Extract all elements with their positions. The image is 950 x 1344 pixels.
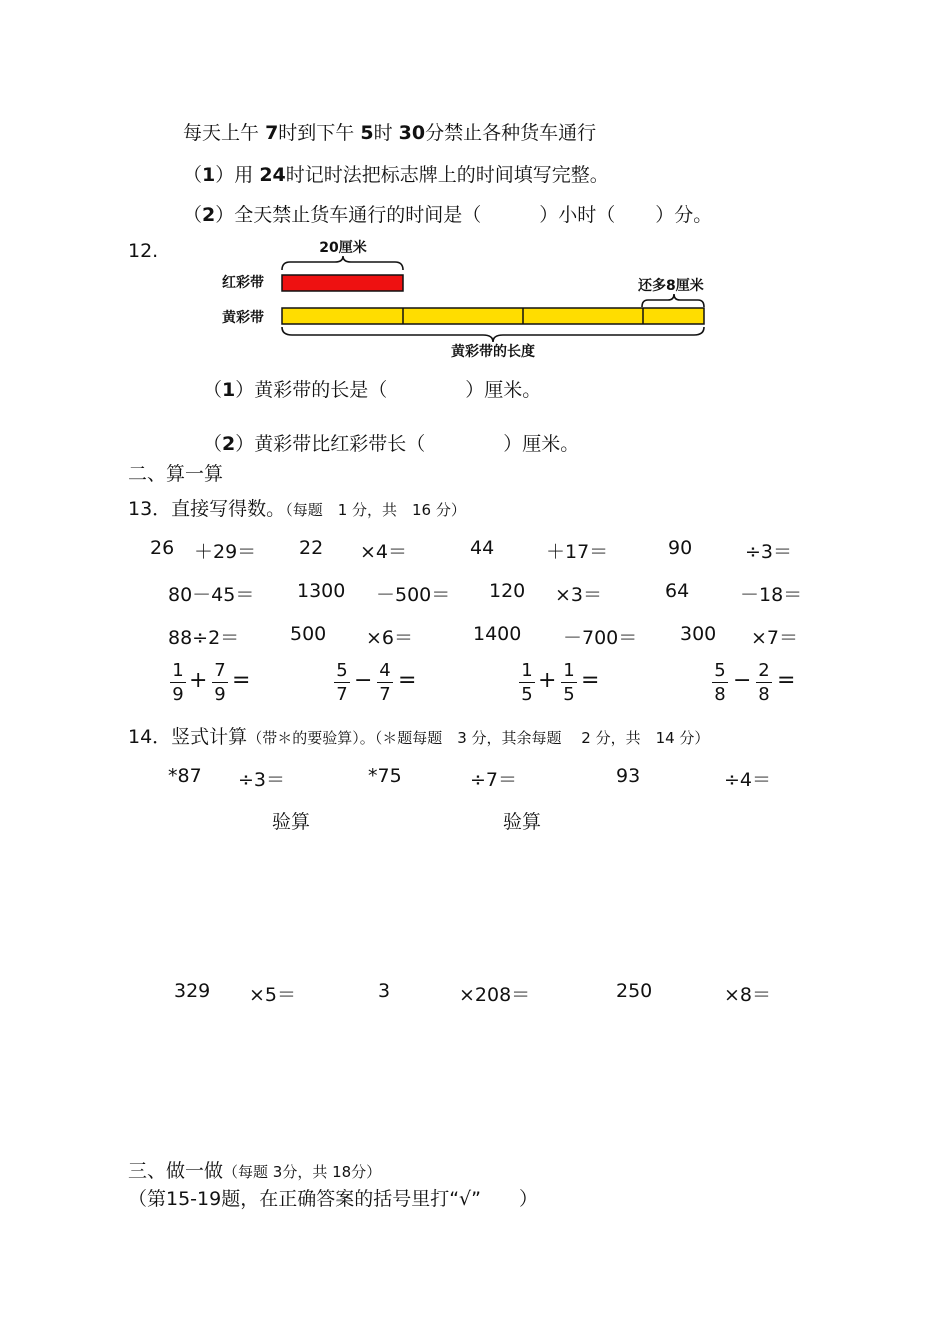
ribbon-diagram [210, 232, 730, 364]
fraction [170, 661, 186, 705]
section3-instruction: （第15-19题，在正确答案的括号里打“√” ） [128, 1188, 539, 1210]
part-number: 2 [222, 433, 236, 455]
q12-part1-post: ）厘米。 [465, 379, 542, 401]
plus-sign: + [189, 668, 208, 693]
yellow-ribbon-label: 黄彩带 [222, 310, 264, 326]
section2-title: 二、算一算 [128, 463, 224, 485]
q13-row1-item1-b: ＋29＝ [194, 541, 257, 563]
minus-sign: − [354, 668, 373, 693]
q13-row1-item4-b: ÷3＝ [745, 541, 793, 563]
bottom-brace [282, 327, 704, 342]
sign-mid2: 时 [373, 122, 393, 144]
paren-open: （ [203, 433, 223, 455]
equals-sign: = [398, 668, 417, 693]
q11-part2 [183, 200, 712, 227]
extra-brace [642, 294, 704, 307]
denominator: 8 [714, 684, 726, 705]
q13-heading [128, 494, 466, 521]
q13-row2-item4-a: 64 [665, 580, 690, 602]
section3-title: 三、做一做 [128, 1160, 224, 1182]
q13-row2-item3-b: ×3＝ [555, 584, 603, 606]
q13-row1-item3-a: 44 [470, 537, 495, 559]
denominator: 9 [172, 684, 184, 705]
q13-row1-item3-b: ＋17＝ [546, 541, 609, 563]
q11-part1-post: 时记时法把标志牌上的时间填写完整。 [285, 164, 609, 186]
equals-sign: = [232, 668, 251, 693]
q13-row3-item2-b: ×6＝ [366, 627, 414, 649]
q12-part2-post: ）厘米。 [503, 433, 580, 455]
q11-part1 [183, 160, 609, 187]
sign-pre1: 每天上午 [183, 122, 260, 144]
q11-part1-pre: ）用 [215, 164, 254, 186]
fraction-bar [519, 682, 535, 683]
q13-row3-item3-b: －700＝ [563, 627, 638, 649]
q11-part1-bold: 24 [259, 164, 286, 186]
q12-part1 [203, 375, 541, 402]
q13-row3-item2-a: 500 [290, 623, 327, 645]
fraction [561, 661, 577, 705]
q11-part2-end: ）分。 [655, 204, 713, 226]
top-brace [282, 256, 403, 270]
fraction [756, 661, 772, 705]
sign-text [183, 118, 596, 145]
fraction-bar [712, 682, 728, 683]
fraction [377, 661, 393, 705]
q14-row1-item2-a: *75 [368, 765, 402, 787]
section3-note: （每题 3分，共 18分） [223, 1163, 382, 1181]
numerator: 5 [336, 660, 348, 681]
red-ribbon [282, 275, 403, 291]
denominator: 5 [563, 684, 575, 705]
paren-open: （ [203, 379, 223, 401]
q14-heading [128, 722, 709, 749]
check-label-1: 验算 [272, 811, 311, 833]
minus-sign: − [733, 668, 752, 693]
fraction [519, 661, 535, 705]
q13-row3-item4-b: ×7＝ [751, 627, 799, 649]
q14-row2-item3-b: ×8＝ [724, 984, 772, 1006]
q12-part2 [203, 429, 579, 456]
numerator: 7 [214, 660, 226, 681]
red-ribbon-label: 红彩带 [222, 275, 264, 291]
numerator: 1 [563, 660, 575, 681]
sign-minute: 30 [398, 122, 426, 144]
denominator: 5 [521, 684, 533, 705]
q13-row3-item4-a: 300 [680, 623, 717, 645]
equals-sign: = [777, 668, 796, 693]
numerator: 5 [714, 660, 726, 681]
q14-row1-item1-b: ÷3＝ [238, 769, 286, 791]
q14-row2-item3-a: 250 [616, 980, 653, 1002]
part-number: 2 [202, 204, 216, 226]
q11-part2-text: ）全天禁止货车通行的时间是（ [215, 204, 482, 226]
q13-row3-item3-a: 1400 [473, 623, 522, 645]
q13-row1-item1-a: 26 [150, 537, 175, 559]
part-number: 1 [222, 379, 236, 401]
q14-row2-item2-b: ×208＝ [459, 984, 531, 1006]
numerator: 2 [758, 660, 770, 681]
q13-row1-item4-a: 90 [668, 537, 693, 559]
denominator: 7 [379, 684, 391, 705]
sign-mid1: 时到下午 [278, 122, 355, 144]
q14-row2-item1-b: ×5＝ [249, 984, 297, 1006]
denominator: 7 [336, 684, 348, 705]
numerator: 1 [521, 660, 533, 681]
top-label: 20厘米 [319, 240, 367, 256]
q12-part2-pre: ）黄彩带比红彩带长（ [235, 433, 426, 455]
q14-row1-item2-b: ÷7＝ [470, 769, 518, 791]
denominator: 9 [214, 684, 226, 705]
sign-post: 分禁止各种货车通行 [425, 122, 597, 144]
q14-note: （带＊的要验算）。（＊题每题 3 分，其余每题 2 分，共 14 分） [247, 729, 710, 747]
paren-open: （ [183, 164, 203, 186]
fraction [334, 661, 350, 705]
check-label-2: 验算 [503, 811, 542, 833]
yellow-ribbon [282, 308, 704, 324]
q13-row1-item2-a: 22 [299, 537, 324, 559]
numerator: 4 [379, 660, 391, 681]
q13-row2-item2-a: 1300 [297, 580, 346, 602]
part-number: 1 [202, 164, 216, 186]
sign-hour-morning: 7 [265, 122, 279, 144]
paren-open: （ [183, 204, 203, 226]
q11-part2-mid: ）小时（ [539, 204, 616, 226]
q13-title: 13．直接写得数。 [128, 498, 286, 520]
fraction [212, 661, 228, 705]
fraction-bar [334, 682, 350, 683]
fraction [712, 661, 728, 705]
section3-heading [128, 1156, 381, 1183]
q14-row2-item1-a: 329 [174, 980, 211, 1002]
equals-sign: = [581, 668, 600, 693]
q13-row3-item1-a: 88÷2＝ [168, 627, 240, 649]
q14-row1-item1-a: *87 [168, 765, 202, 787]
q13-row2-item1-a: 80－45＝ [168, 584, 255, 606]
q14-row1-item3-a: 93 [616, 765, 641, 787]
fraction-bar [561, 682, 577, 683]
q12-number: 12. [128, 240, 159, 262]
q14-row2-item2-a: 3 [378, 980, 391, 1002]
plus-sign: + [538, 668, 557, 693]
q13-row1-item2-b: ×4＝ [360, 541, 408, 563]
denominator: 8 [758, 684, 770, 705]
q13-row2-item4-b: －18＝ [740, 584, 803, 606]
fraction-bar [756, 682, 772, 683]
fraction-bar [170, 682, 186, 683]
q12-part1-pre: ）黄彩带的长是（ [235, 379, 388, 401]
bottom-label: 黄彩带的长度 [451, 344, 535, 360]
q13-row2-item2-b: －500＝ [376, 584, 451, 606]
q14-row1-item3-b: ÷4＝ [724, 769, 772, 791]
extra-label: 还多8厘米 [638, 278, 704, 294]
q13-row2-item3-a: 120 [489, 580, 526, 602]
q14-title: 14．竖式计算 [128, 726, 248, 748]
fraction-bar [212, 682, 228, 683]
fraction-bar [377, 682, 393, 683]
numerator: 1 [172, 660, 184, 681]
sign-hour-afternoon: 5 [360, 122, 374, 144]
q13-note: （每题 1 分，共 16 分） [285, 501, 466, 519]
